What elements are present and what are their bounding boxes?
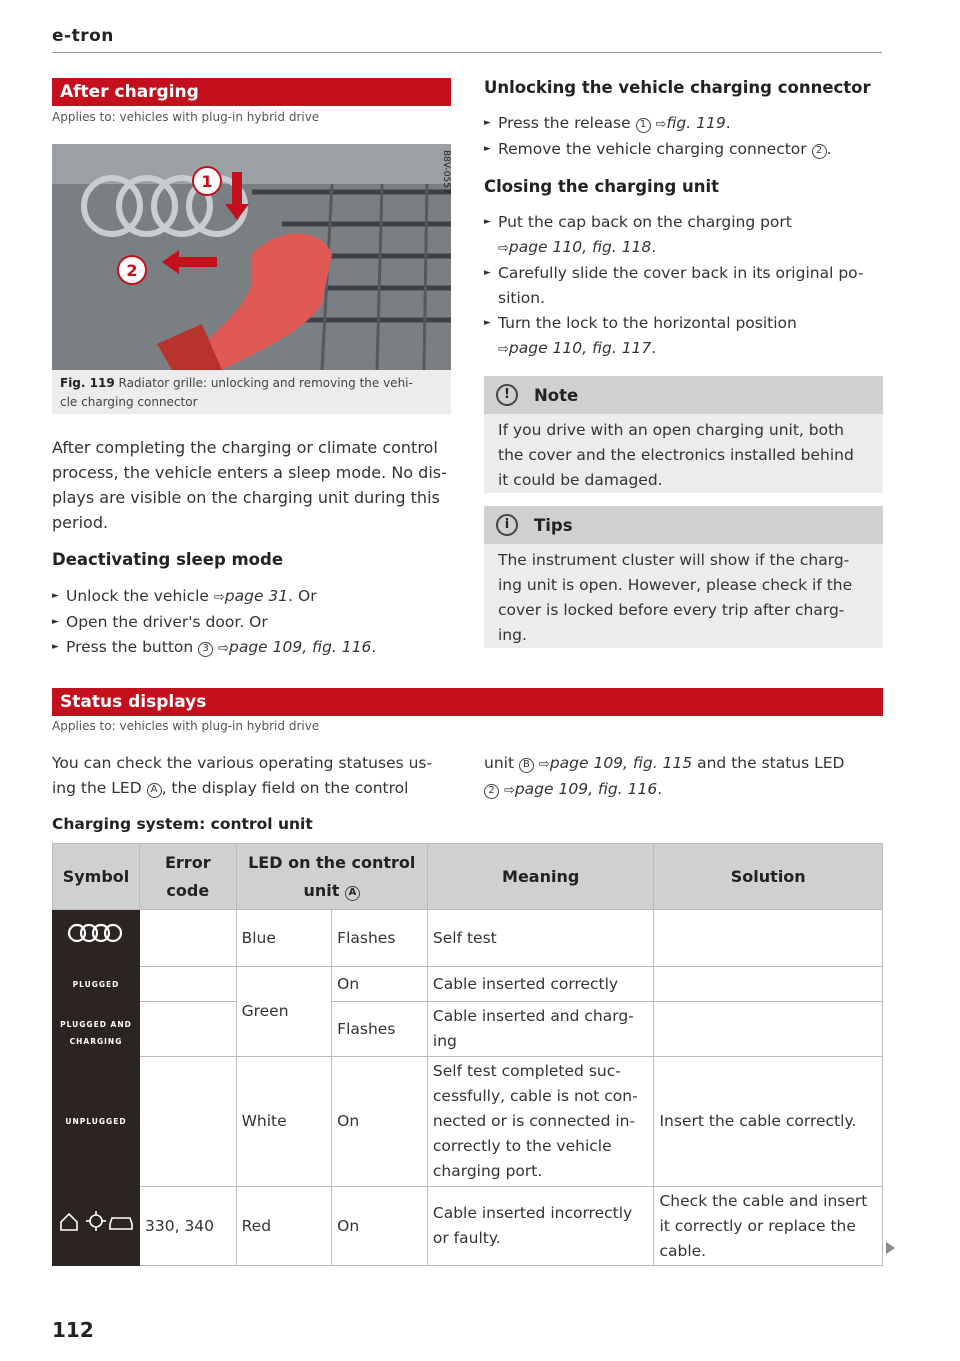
list-item: ► Remove the vehicle charging connector 2 . — [484, 137, 884, 162]
unlocking-heading: Unlocking the vehicle charging connector — [484, 78, 871, 97]
continue-arrow-icon — [886, 1242, 895, 1254]
solution-cell — [654, 1002, 883, 1057]
page-number: 112 — [52, 1318, 94, 1342]
led-state-cell: On — [332, 967, 428, 1002]
col-solution: Solution — [654, 844, 883, 910]
note-title: Note — [534, 385, 579, 405]
table-row — [53, 967, 883, 1002]
meaning-cell: Cable inserted correctly — [427, 967, 654, 1002]
note-header — [484, 376, 883, 414]
list-item: ► Press the button 3 ⇨page 109, fig. 116. — [52, 635, 452, 661]
error-code-cell — [140, 1002, 237, 1057]
led-color-cell: Blue — [236, 910, 332, 967]
table-row — [53, 1057, 883, 1187]
led-color-cell: Red — [236, 1187, 332, 1266]
table-row — [53, 910, 883, 967]
sleep-mode-heading: Deactivating sleep mode — [52, 550, 284, 569]
callout-2: 2 — [126, 261, 138, 280]
plugged-and-charging-symbol: PLUGGED AND CHARGING — [53, 1002, 140, 1057]
solution-cell: Insert the cable correctly. — [654, 1057, 883, 1187]
status-applies: Applies to: vehicles with plug-in hybrid drive — [52, 719, 320, 733]
led-color-cell: White — [236, 1057, 332, 1187]
solution-cell — [654, 910, 883, 967]
error-code-cell: 330, 340 — [140, 1187, 237, 1266]
col-led: LED on the control unit A — [236, 844, 427, 910]
figure-119-radiator-grille — [52, 144, 451, 370]
error-code-cell — [140, 910, 237, 967]
tips-header — [484, 506, 883, 544]
callout-2-circle: 2 — [812, 144, 827, 159]
status-displays-heading: Status displays — [52, 688, 883, 716]
led-state-cell: On — [332, 1187, 428, 1266]
list-item: ► Put the cap back on the charging port ⇨page 110, fig. 118. — [484, 210, 884, 261]
meaning-cell: Self test — [427, 910, 654, 967]
running-header: e-tron — [52, 26, 114, 46]
col-error-code: Error code — [140, 844, 237, 910]
table-heading: Charging system: control unit — [52, 815, 313, 833]
meaning-cell: Self test completed suc- cessfully, cable is not con- nected or is connected in- correctly to the vehicle charging port. — [427, 1057, 654, 1187]
solution-cell — [654, 967, 883, 1002]
list-item: ► Turn the lock to the horizontal position ⇨page 110, fig. 117. — [484, 311, 884, 362]
table-header-row — [53, 844, 883, 910]
table-row — [53, 1187, 883, 1266]
unplugged-symbol: UNPLUGGED — [53, 1057, 140, 1187]
callout-2-circle: 2 — [484, 784, 499, 799]
list-item: ► Carefully slide the cover back in its original po- sition. — [484, 261, 884, 311]
list-item: ► Press the release 1 ⇨fig. 119. — [484, 111, 884, 137]
info-icon: i — [496, 514, 518, 536]
audi-rings-icon — [66, 923, 126, 943]
list-item: ► Open the driver's door. Or — [52, 610, 452, 635]
after-charging-heading: After charging — [52, 78, 451, 106]
meaning-cell: Cable inserted incorrectly or faulty. — [427, 1187, 654, 1266]
status-paragraph-left: You can check the various operating statuses us- ing the LED A , the display field on the control — [52, 754, 433, 797]
sleep-mode-steps — [52, 584, 452, 661]
callout-3-circle: 3 — [198, 642, 213, 657]
callout-1-circle: 1 — [636, 118, 651, 133]
closing-steps — [484, 210, 884, 362]
figure-caption — [52, 370, 451, 414]
note-box — [484, 376, 883, 493]
tips-body: The instrument cluster will show if the charg- ing unit is open. However, please check if the cover is locked before every trip after charg- ing. — [498, 551, 853, 644]
led-state-cell: Flashes — [332, 1002, 428, 1057]
col-meaning: Meaning — [427, 844, 654, 910]
callout-1: 1 — [201, 172, 213, 191]
sleep-mode-paragraph: After completing the charging or climate control process, the vehicle enters a sleep mode. No dis- plays are visible on the charging unit during this period. — [52, 438, 447, 532]
warning-icon: ! — [496, 384, 518, 406]
callout-b-circle: B — [519, 758, 534, 773]
figure-code: B8V-0557 — [441, 150, 451, 194]
error-code-cell — [140, 967, 237, 1002]
led-state-cell: Flashes — [332, 910, 428, 967]
fault-warning-icons — [58, 1210, 134, 1232]
header-rule — [52, 52, 882, 53]
led-state-cell: On — [332, 1057, 428, 1187]
led-color-cell: Green — [236, 967, 332, 1057]
closing-heading: Closing the charging unit — [484, 177, 720, 196]
caption-text-2: cle charging connector — [60, 395, 198, 409]
col-symbol: Symbol — [53, 844, 140, 910]
status-paragraph-right: unit B ⇨page 109, fig. 115 and the status LED 2 ⇨page 109, fig. 116. — [484, 754, 845, 798]
fault-symbols — [53, 1187, 140, 1266]
table-row — [53, 1002, 883, 1057]
radiator-grille-illustration — [52, 144, 451, 370]
caption-text-1: Radiator grille: unlocking and removing the vehi- — [114, 376, 413, 390]
list-item: ► Unlock the vehicle ⇨page 31. Or — [52, 584, 452, 610]
solution-cell: Check the cable and insert it correctly or replace the cable. — [654, 1187, 883, 1266]
unlocking-steps — [484, 111, 884, 162]
tips-box — [484, 506, 883, 648]
note-body: If you drive with an open charging unit, both the cover and the electronics installed behind it could be damaged. — [498, 421, 854, 489]
meaning-cell: Cable inserted and charg- ing — [427, 1002, 654, 1057]
caption-label: Fig. 119 — [60, 376, 115, 390]
tips-title: Tips — [534, 515, 573, 535]
error-code-cell — [140, 1057, 237, 1187]
plugged-symbol: PLUGGED — [53, 967, 140, 1002]
after-charging-applies: Applies to: vehicles with plug-in hybrid drive — [52, 110, 320, 124]
charging-status-table — [52, 843, 883, 1266]
callout-a-circle: A — [147, 783, 162, 798]
audi-rings-symbol — [53, 910, 140, 967]
